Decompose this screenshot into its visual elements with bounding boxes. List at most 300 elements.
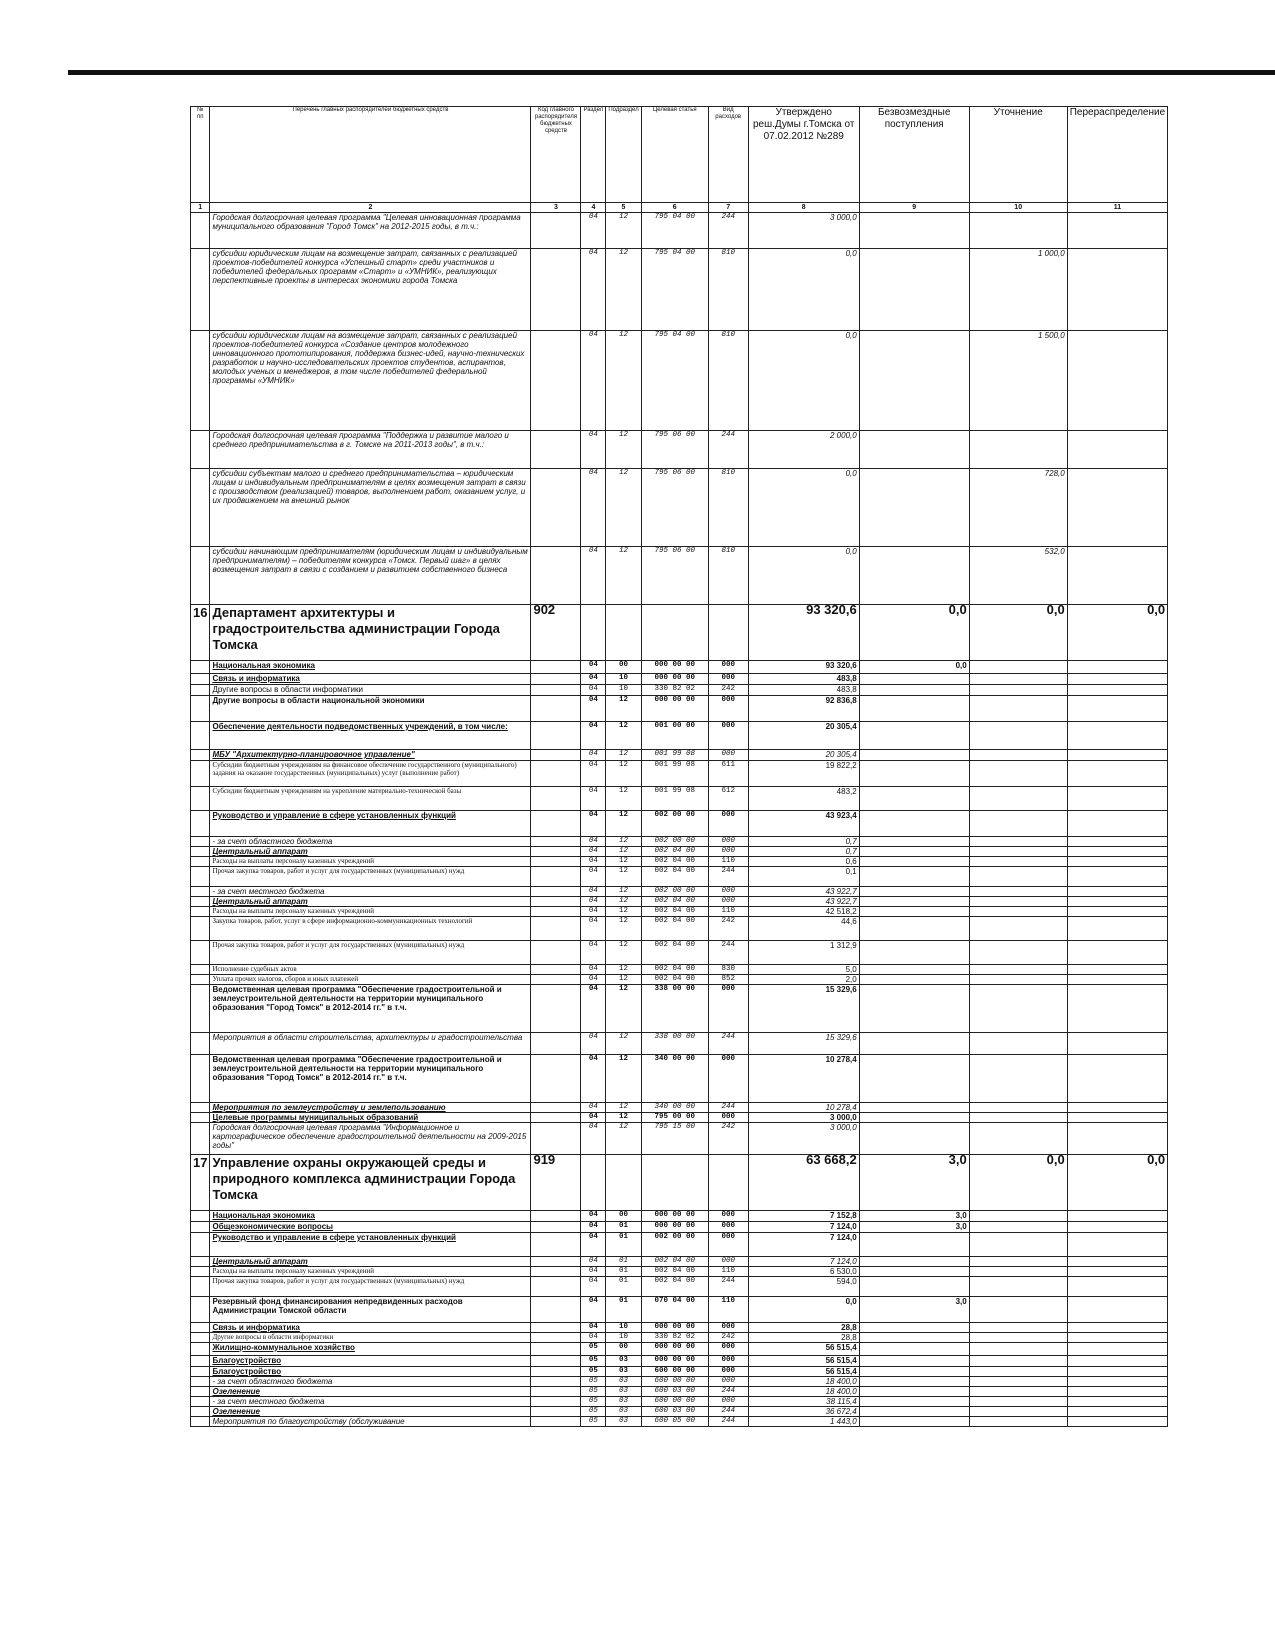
row-name: Уплата прочих налогов, сборов и иных платежей [210,975,531,985]
row-redistribution [1067,1211,1167,1222]
row-expense-type: 000 [708,1397,748,1407]
row-target-item: 000 00 00 [641,1323,708,1333]
row-num [191,1123,210,1155]
row-subsection: 12 [606,722,641,750]
row-num [191,661,210,674]
row-clarification [969,722,1067,750]
row-redistribution [1067,1267,1167,1277]
row-name: Мероприятия по благоустройству (обслуживание [210,1417,531,1427]
row-num [191,1407,210,1417]
row-clarification: 728,0 [969,469,1067,547]
row-num [191,1267,210,1277]
row-clarification [969,1267,1067,1277]
row-subsection: 01 [606,1257,641,1267]
table-row [191,685,1168,696]
row-redistribution [1067,331,1167,431]
row-section: 04 [581,1277,606,1297]
row-subsection: 12 [606,837,641,847]
row-clarification [969,917,1067,941]
row-approved: 44,6 [748,917,859,941]
row-target-item: 795 15 00 [641,1123,708,1155]
row-num [191,674,210,685]
row-clarification [969,1407,1067,1417]
row-free-receipts [859,674,969,685]
row-clarification [969,696,1067,722]
row-approved: 15 329,6 [748,985,859,1033]
row-free-receipts [859,696,969,722]
row-name: Расходы на выплаты персоналу казенных учреждений [210,857,531,867]
row-clarification [969,1033,1067,1055]
row-free-receipts [859,837,969,847]
table-row [191,917,1168,941]
row-subsection: 12 [606,867,641,887]
row-subsection: 01 [606,1297,641,1323]
row-admin-code [531,887,581,897]
row-free-receipts [859,847,969,857]
row-num [191,1377,210,1387]
column-number: 6 [641,203,708,213]
row-subsection: 12 [606,1055,641,1103]
row-approved: 63 668,2 [748,1155,859,1211]
row-target-item: 600 05 00 [641,1417,708,1427]
row-clarification [969,857,1067,867]
row-approved: 7 124,0 [748,1233,859,1257]
row-target-item: 000 00 00 [641,661,708,674]
row-free-receipts [859,965,969,975]
row-redistribution [1067,1377,1167,1387]
table-row [191,985,1168,1033]
table-row [191,857,1168,867]
row-free-receipts [859,787,969,811]
row-free-receipts: 3,0 [859,1211,969,1222]
row-free-receipts: 0,0 [859,605,969,661]
row-subsection: 10 [606,685,641,696]
table-row [191,431,1168,469]
row-num [191,1343,210,1356]
row-subsection: 12 [606,965,641,975]
table-row [191,837,1168,847]
row-expense-type: 852 [708,975,748,985]
row-redistribution [1067,1343,1167,1356]
row-name: Мероприятия по землеустройству и землепользованию [210,1103,531,1113]
row-expense-type: 244 [708,1277,748,1297]
row-section: 04 [581,787,606,811]
row-section: 04 [581,1222,606,1233]
row-approved: 92 836,8 [748,696,859,722]
row-redistribution: 0,0 [1067,1155,1167,1211]
row-approved: 93 320,6 [748,605,859,661]
row-admin-code [531,1417,581,1427]
table-row [191,1211,1168,1222]
row-target-item: 600 03 00 [641,1387,708,1397]
row-expense-type: 612 [708,787,748,811]
row-free-receipts [859,431,969,469]
row-section: 04 [581,907,606,917]
row-target-item: 001 99 08 [641,750,708,761]
row-expense-type: 810 [708,331,748,431]
row-admin-code [531,1387,581,1397]
row-expense-type: 110 [708,1267,748,1277]
row-approved: 6 530,0 [748,1267,859,1277]
row-target-item: 070 04 00 [641,1297,708,1323]
row-free-receipts: 0,0 [859,661,969,674]
row-num: 16 [191,605,210,661]
row-expense-type: 110 [708,857,748,867]
row-approved: 19 822,2 [748,761,859,787]
row-approved: 2 000,0 [748,431,859,469]
row-num [191,941,210,965]
row-redistribution [1067,1123,1167,1155]
row-name: Субсидии бюджетным учреждениям на укрепление материально-технической базы [210,787,531,811]
row-free-receipts [859,1233,969,1257]
row-admin-code [531,1222,581,1233]
row-section: 04 [581,1267,606,1277]
table-row [191,722,1168,750]
row-expense-type: 244 [708,1417,748,1427]
table-row [191,1297,1168,1323]
row-name: Городская долгосрочная целевая программа "Целевая инновационная программа муниципального образования "Город Томск" на 2012-2015 годы, в т.ч.: [210,213,531,249]
table-row [191,1367,1168,1377]
row-redistribution [1067,661,1167,674]
table-row [191,1407,1168,1417]
row-expense-type: 000 [708,897,748,907]
table-row [191,1103,1168,1113]
table-row [191,811,1168,837]
table-row [191,696,1168,722]
row-name: Департамент архитектуры и градостроительства администрации Города Томска [210,605,531,661]
row-redistribution [1067,1397,1167,1407]
row-subsection: 12 [606,213,641,249]
row-expense-type: 244 [708,1103,748,1113]
row-expense-type: 000 [708,1222,748,1233]
row-free-receipts [859,331,969,431]
table-row [191,867,1168,887]
row-redistribution [1067,249,1167,331]
column-number: 10 [969,203,1067,213]
row-subsection: 00 [606,1343,641,1356]
row-free-receipts [859,1033,969,1055]
row-subsection: 12 [606,1123,641,1155]
row-admin-code [531,331,581,431]
row-clarification [969,1277,1067,1297]
row-expense-type: 000 [708,696,748,722]
table-row [191,1033,1168,1055]
row-expense-type: 110 [708,907,748,917]
row-expense-type: 000 [708,1377,748,1387]
row-approved: 56 515,4 [748,1356,859,1367]
row-clarification [969,1387,1067,1397]
row-approved: 18 400,0 [748,1377,859,1387]
row-free-receipts: 3,0 [859,1222,969,1233]
row-free-receipts [859,722,969,750]
row-redistribution [1067,685,1167,696]
row-expense-type [708,1155,748,1211]
row-section: 04 [581,887,606,897]
row-clarification [969,661,1067,674]
table-row [191,213,1168,249]
row-subsection: 12 [606,750,641,761]
row-name: Общеэкономические вопросы [210,1222,531,1233]
row-redistribution [1067,722,1167,750]
row-subsection: 12 [606,249,641,331]
row-expense-type: 244 [708,213,748,249]
row-section: 04 [581,661,606,674]
column-number: 3 [531,203,581,213]
row-free-receipts [859,1055,969,1103]
row-admin-code [531,1407,581,1417]
row-num [191,1113,210,1123]
row-redistribution [1067,965,1167,975]
row-admin-code [531,837,581,847]
row-clarification [969,1055,1067,1103]
row-expense-type: 000 [708,674,748,685]
row-num [191,1323,210,1333]
table-row [191,787,1168,811]
row-redistribution [1067,1417,1167,1427]
row-subsection: 12 [606,696,641,722]
row-expense-type: 244 [708,1407,748,1417]
row-section: 04 [581,837,606,847]
row-num [191,975,210,985]
row-num [191,1103,210,1113]
row-redistribution [1067,761,1167,787]
header-cell: Подраздел [606,107,641,203]
row-target-item: 000 00 00 [641,1222,708,1233]
row-redistribution [1067,469,1167,547]
row-expense-type: 244 [708,941,748,965]
row-name: Ведомственная целевая программа "Обеспечение градостроительной и землеустроительной деятельности на территории муниципального образования "Город Томск" в 2012-2014 гг." в т.ч. [210,1055,531,1103]
row-admin-code [531,1343,581,1356]
row-approved: 10 278,4 [748,1055,859,1103]
table-row [191,1343,1168,1356]
row-num [191,1211,210,1222]
row-num [191,897,210,907]
table-row [191,1257,1168,1267]
row-clarification [969,1233,1067,1257]
row-clarification [969,750,1067,761]
row-admin-code [531,1233,581,1257]
budget-table [190,106,1168,1427]
row-target-item: 330 82 02 [641,1333,708,1343]
table-row [191,1055,1168,1103]
row-expense-type: 000 [708,1343,748,1356]
row-approved: 1 312,9 [748,941,859,965]
row-redistribution [1067,1367,1167,1377]
row-admin-code [531,857,581,867]
row-expense-type: 242 [708,1333,748,1343]
row-target-item: 002 00 00 [641,887,708,897]
row-subsection: 12 [606,917,641,941]
row-name: Прочая закупка товаров, работ и услуг для государственных (муниципальных) нужд [210,1277,531,1297]
row-approved: 5,0 [748,965,859,975]
row-expense-type: 242 [708,917,748,941]
row-target-item: 000 00 00 [641,1356,708,1367]
row-redistribution [1067,1222,1167,1233]
row-free-receipts [859,1333,969,1343]
row-num [191,1387,210,1397]
row-name: Другие вопросы в области национальной экономики [210,696,531,722]
row-redistribution [1067,547,1167,605]
row-redistribution [1067,1277,1167,1297]
row-target-item: 001 99 08 [641,787,708,811]
row-approved: 42 518,2 [748,907,859,917]
row-admin-code [531,469,581,547]
row-name: субсидии субъектам малого и среднего предпринимательства – юридическим лицам и индивидуальным предпринимателям в целях возмещения затрат в связи с производством (реализацией) товаров, выполнением работ, оказанием услуг, и их продвижением на внешний рынок [210,469,531,547]
row-target-item: 002 04 00 [641,907,708,917]
row-admin-code [531,750,581,761]
row-subsection: 12 [606,431,641,469]
row-redistribution [1067,1407,1167,1417]
row-section: 04 [581,331,606,431]
row-section: 04 [581,750,606,761]
row-admin-code [531,917,581,941]
row-name: субсидии юридическим лицам на возмещение затрат, связанных с реализацией проектов-победителей конкурса «Создание центров молодежного инновационного прототипирования, поддержка бизнес-идей, научно-технических разработок и научно-исследовательских проектов студентов, аспирантов, молодых ученых и менеджеров, в том числе победителей федеральной программы «УМНИК» [210,331,531,431]
row-redistribution: 0,0 [1067,605,1167,661]
row-name: Мероприятия в области строительства, архитектуры и градостроительства [210,1033,531,1055]
row-name: - за счет областного бюджета [210,1377,531,1387]
row-num [191,213,210,249]
row-name: Другие вопросы в области информатики [210,1333,531,1343]
row-admin-code [531,907,581,917]
row-clarification [969,1397,1067,1407]
row-admin-code [531,1333,581,1343]
row-subsection: 12 [606,811,641,837]
row-clarification [969,787,1067,811]
row-target-item: 002 04 00 [641,965,708,975]
row-subsection: 03 [606,1377,641,1387]
row-admin-code [531,249,581,331]
row-clarification: 0,0 [969,605,1067,661]
row-name: Ведомственная целевая программа "Обеспечение градостроительной и землеустроительной деятельности на территории муниципального образования "Город Томск" в 2012-2014 гг." в т.ч. [210,985,531,1033]
row-target-item: 002 00 00 [641,811,708,837]
row-free-receipts [859,985,969,1033]
header-cell: Безвозмездные поступления [859,107,969,203]
row-admin-code [531,897,581,907]
row-admin-code [531,1277,581,1297]
row-redistribution [1067,887,1167,897]
row-section: 04 [581,1103,606,1113]
row-num [191,249,210,331]
table-row [191,1222,1168,1233]
row-name: Другие вопросы в области информатики [210,685,531,696]
row-clarification [969,847,1067,857]
row-name: Национальная экономика [210,661,531,674]
row-approved: 0,7 [748,847,859,857]
table-row [191,941,1168,965]
row-target-item: 002 00 00 [641,1233,708,1257]
row-free-receipts [859,897,969,907]
row-clarification [969,1113,1067,1123]
row-redistribution [1067,1333,1167,1343]
row-approved: 28,8 [748,1333,859,1343]
row-name: Резервный фонд финансирования непредвиденных расходов Администрации Томской области [210,1297,531,1323]
table-row [191,1267,1168,1277]
row-target-item: 000 00 00 [641,1211,708,1222]
row-subsection: 03 [606,1387,641,1397]
row-section: 04 [581,1033,606,1055]
table-row [191,907,1168,917]
row-admin-code [531,431,581,469]
row-clarification [969,674,1067,685]
row-approved: 3 000,0 [748,213,859,249]
row-name: Исполнение судебных актов [210,965,531,975]
row-section: 05 [581,1417,606,1427]
row-free-receipts [859,975,969,985]
table-row [191,1155,1168,1211]
row-approved: 36 672,4 [748,1407,859,1417]
row-approved: 15 329,6 [748,1033,859,1055]
row-free-receipts [859,213,969,249]
row-name: Озеленение [210,1387,531,1397]
row-expense-type: 000 [708,847,748,857]
row-expense-type: 810 [708,249,748,331]
row-section: 04 [581,867,606,887]
row-approved: 483,8 [748,674,859,685]
row-num [191,722,210,750]
row-target-item: 795 04 00 [641,213,708,249]
row-section: 04 [581,696,606,722]
row-expense-type: 000 [708,661,748,674]
row-approved: 0,1 [748,867,859,887]
row-target-item: 002 04 00 [641,917,708,941]
row-clarification [969,1103,1067,1113]
row-expense-type: 110 [708,1297,748,1323]
row-admin-code [531,1367,581,1377]
row-num [191,1033,210,1055]
row-target-item: 002 04 00 [641,867,708,887]
row-num [191,887,210,897]
row-free-receipts [859,857,969,867]
row-admin-code [531,1257,581,1267]
table-row [191,847,1168,857]
row-approved: 93 320,6 [748,661,859,674]
row-clarification [969,1123,1067,1155]
row-subsection: 12 [606,547,641,605]
row-section: 05 [581,1343,606,1356]
top-rule [68,70,1275,75]
header-cell: Вид расходов [708,107,748,203]
row-num [191,1055,210,1103]
row-section: 04 [581,722,606,750]
row-redistribution [1067,847,1167,857]
table-row [191,1417,1168,1427]
row-subsection: 12 [606,1103,641,1113]
row-approved: 483,8 [748,685,859,696]
row-expense-type: 611 [708,761,748,787]
row-subsection: 01 [606,1222,641,1233]
row-target-item: 000 00 00 [641,696,708,722]
row-approved: 2,0 [748,975,859,985]
header-cell: Код главного распорядителя бюджетных средств [531,107,581,203]
row-admin-code [531,1123,581,1155]
row-redistribution [1067,674,1167,685]
row-free-receipts [859,907,969,917]
row-approved: 10 278,4 [748,1103,859,1113]
row-approved: 0,0 [748,1297,859,1323]
row-section: 04 [581,1233,606,1257]
row-section: 04 [581,685,606,696]
row-num [191,696,210,722]
row-clarification [969,431,1067,469]
row-approved: 43 922,7 [748,887,859,897]
row-admin-code [531,1103,581,1113]
row-approved: 483,2 [748,787,859,811]
table-row [191,761,1168,787]
row-section: 05 [581,1367,606,1377]
row-approved: 1 443,0 [748,1417,859,1427]
table-row [191,1333,1168,1343]
row-num [191,750,210,761]
